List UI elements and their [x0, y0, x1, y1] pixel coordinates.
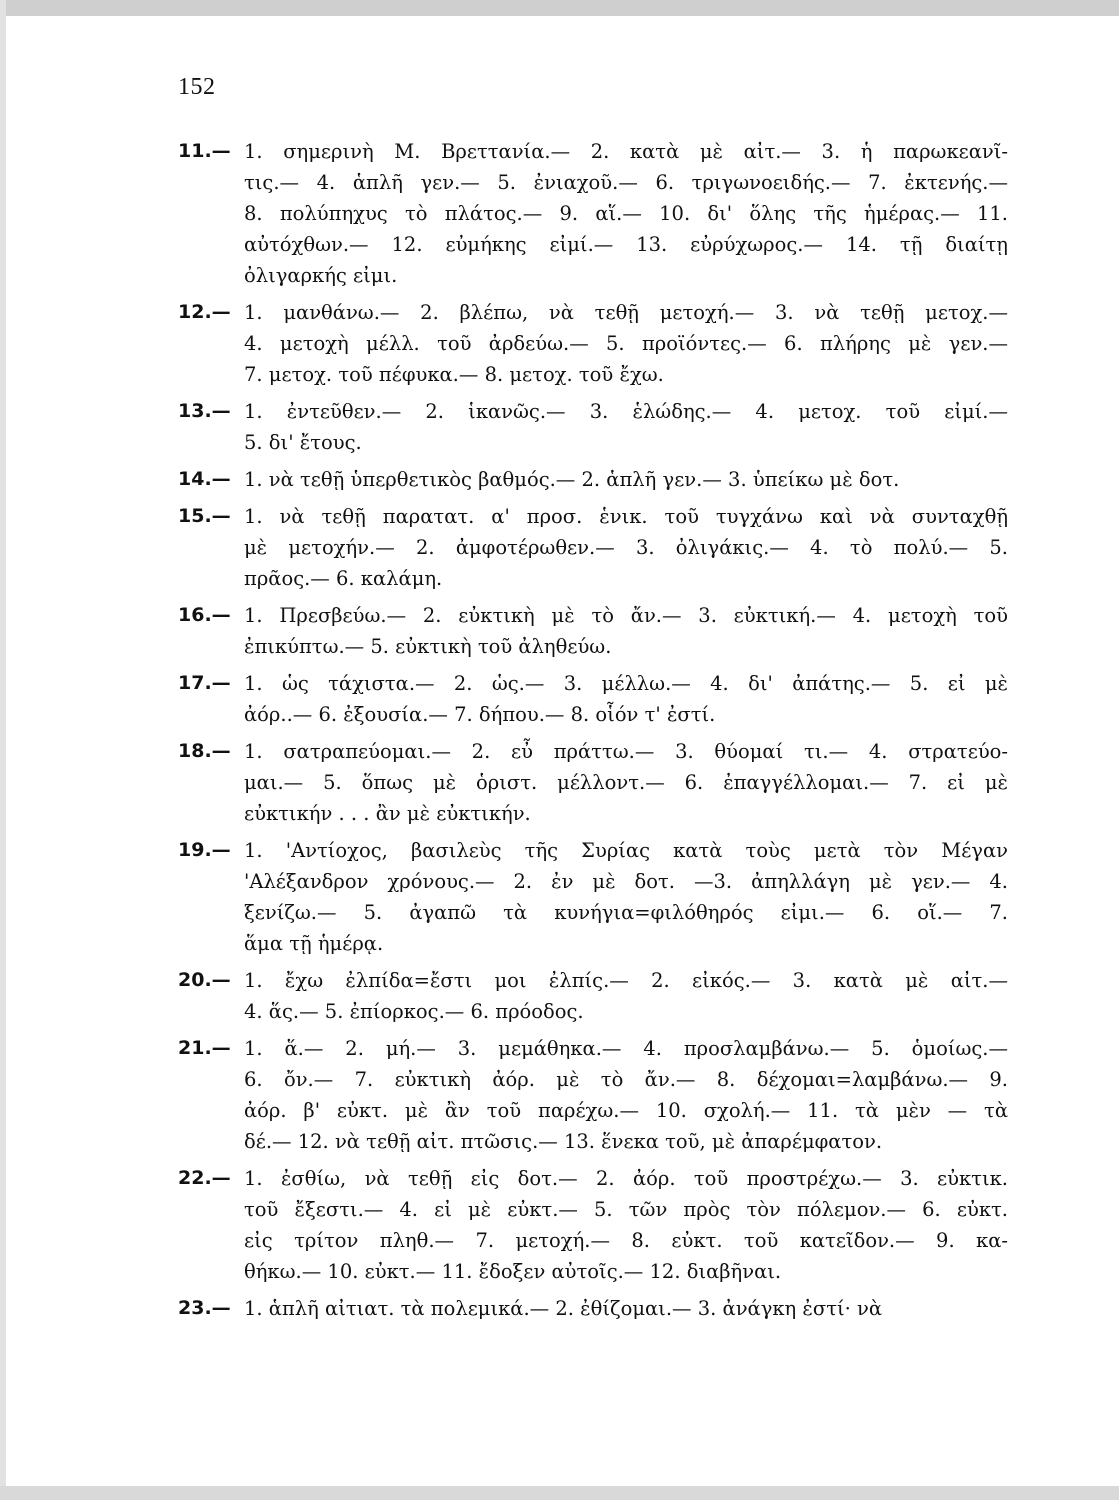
entry-number: 11.— — [178, 140, 231, 162]
entry — [178, 1163, 1008, 1287]
entry-line: εἰς τρίτον πληθ.— 7. μετοχή.— 8. εὐκτ. τοῦ κατεῖδον.— 9. κα- — [244, 1229, 1008, 1252]
entry-line: ἐπικύπτω.— 5. εὐκτικὴ τοῦ ἀληθεύω. — [244, 635, 612, 658]
entry-line: 4. ἅς.— 5. ἐπίορκος.— 6. πρόοδος. — [244, 1000, 584, 1023]
entry-line: ἀόρ. β' εὐκτ. μὲ ἂν τοῦ παρέχω.— 10. σχολή.— 11. τὰ μὲν — τὰ — [244, 1099, 1008, 1122]
entry — [178, 600, 1008, 662]
entry-line: 7. μετοχ. τοῦ πέφυκα.— 8. μετοχ. τοῦ ἔχω. — [244, 363, 664, 386]
entry-line: 6. ὄν.— 7. εὐκτικὴ ἀόρ. μὲ τὸ ἄν.— 8. δέχομαι=λαμβάνω.— 9. — [244, 1068, 1008, 1091]
entry — [178, 501, 1008, 594]
entry-number: 16.— — [178, 604, 231, 626]
entry-line: 1. ἐσθίω, νὰ τεθῇ εἰς δοτ.— 2. ἀόρ. τοῦ προστρέχω.— 3. εὐκτικ. — [244, 1167, 1008, 1190]
entry — [178, 1033, 1008, 1157]
entry-line: αὐτόχθων.— 12. εὐμήκης εἰμί.— 13. εὐρύχωρος.— 14. τῇ διαίτῃ — [244, 233, 1008, 256]
page-number: 152 — [178, 74, 216, 100]
entry-line: ἅμα τῇ ἡμέρᾳ. — [244, 932, 384, 955]
entry-line: 1. μανθάνω.— 2. βλέπω, νὰ τεθῇ μετοχή.— 3. νὰ τεθῇ μετοχ.— — [244, 301, 1008, 324]
entry-line: ὀλιγαρκής εἰμι. — [244, 264, 398, 287]
entry-line: 1. ἔχω ἐλπίδα=ἔστι μοι ἐλπίς.— 2. εἰκός.— 3. κατὰ μὲ αἰτ.— — [244, 969, 1008, 992]
entry-number: 15.— — [178, 505, 231, 527]
entry — [178, 965, 1008, 1027]
entry — [178, 396, 1008, 458]
entry-line: 1. σατραπεύομαι.— 2. εὖ πράττω.— 3. θύομαί τι.— 4. στρατεύο- — [244, 740, 1008, 763]
entry-line: τοῦ ἔξεστι.— 4. εἰ μὲ εὐκτ.— 5. τῶν πρὸς τὸν πόλεμον.— 6. εὐκτ. — [244, 1198, 1008, 1221]
entry-line: 1. νὰ τεθῇ ὑπερθετικὸς βαθμός.— 2. ἁπλῆ γεν.— 3. ὑπείκω μὲ δοτ. — [244, 468, 900, 491]
entry-line: 1. σημερινὴ Μ. Βρεττανία.— 2. κατὰ μὲ αἰτ.— 3. ἡ παρωκεανῖ- — [244, 140, 1008, 163]
entry-line: 4. μετοχὴ μέλλ. τοῦ ἀρδεύω.— 5. προϊόντες.— 6. πλήρης μὲ γεν.— — [244, 332, 1008, 355]
entry-line: 1. ἐντεῦθεν.— 2. ἱκανῶς.— 3. ἑλώδης.— 4. μετοχ. τοῦ εἰμί.— — [244, 400, 1008, 423]
entry-line: 1. νὰ τεθῇ παρατατ. α' προσ. ἑνικ. τοῦ τυγχάνω καὶ νὰ συνταχθῇ — [244, 505, 1008, 528]
entry-line: ξενίζω.— 5. ἀγαπῶ τὰ κυνήγια=φιλόθηρός εἰμι.— 6. οἵ.— 7. — [244, 901, 1008, 924]
entry-number: 21.— — [178, 1037, 231, 1059]
entry-line: μαι.— 5. ὅπως μὲ ὁριστ. μέλλοντ.— 6. ἐπαγγέλλομαι.— 7. εἰ μὲ — [244, 771, 1008, 794]
entry-line: 5. δι' ἔτους. — [244, 431, 362, 454]
entry-line: δέ.— 12. νὰ τεθῇ αἰτ. πτῶσις.— 13. ἕνεκα τοῦ, μὲ ἀπαρέμφατον. — [244, 1130, 883, 1153]
entry-number: 18.— — [178, 740, 231, 762]
entry-line: 1. ἅ.— 2. μή.— 3. μεμάθηκα.— 4. προσλαμβάνω.— 5. ὁμοίως.— — [244, 1037, 1008, 1060]
entry-number: 22.— — [178, 1167, 231, 1189]
entry-number: 17.— — [178, 672, 231, 694]
page-edge-left — [0, 0, 6, 1500]
page-edge-bottom — [0, 1486, 1119, 1500]
entry-line: 1. Πρεσβεύω.— 2. εὐκτικὴ μὲ τὸ ἄν.— 3. εὐκτική.— 4. μετοχὴ τοῦ — [244, 604, 1008, 627]
entry — [178, 736, 1008, 829]
entry-number: 13.— — [178, 400, 231, 422]
entry-number: 20.— — [178, 969, 231, 991]
entry — [178, 136, 1008, 291]
entry-number: 19.— — [178, 839, 231, 861]
entry-number: 14.— — [178, 468, 231, 490]
entry-line: 1. ἁπλῆ αἰτιατ. τὰ πολεμικά.— 2. ἐθίζομαι.— 3. ἀνάγκη ἐστί· νὰ — [244, 1297, 883, 1320]
entry-line: θήκω.— 10. εὐκτ.— 11. ἔδοξεν αὐτοῖς.— 12. διαβῆναι. — [244, 1260, 782, 1283]
entry-line: τις.— 4. ἁπλῆ γεν.— 5. ἐνιαχοῦ.— 6. τριγωνοειδής.— 7. ἐκτενής.— — [244, 171, 1008, 194]
entry — [178, 835, 1008, 959]
entry-line: ἀόρ..— 6. ἐξουσία.— 7. δήπου.— 8. οἷόν τ' ἐστί. — [244, 703, 716, 726]
entry-line: μὲ μετοχήν.— 2. ἀμφοτέρωθεν.— 3. ὀλιγάκις.— 4. τὸ πολύ.— 5. — [244, 536, 1008, 559]
entry-line: πρᾶος.— 6. καλάμη. — [244, 567, 443, 590]
entry — [178, 464, 1008, 495]
entry — [178, 1293, 1008, 1324]
entry — [178, 668, 1008, 730]
entry-number: 23.— — [178, 1297, 231, 1319]
entry-number: 12.— — [178, 301, 231, 323]
entry-line: 'Αλέξανδρον χρόνους.— 2. ἐν μὲ δοτ. —3. ἀπηλλάγη μὲ γεν.— 4. — [244, 870, 1008, 893]
entry-line: 1. ὡς τάχιστα.— 2. ὡς.— 3. μέλλω.— 4. δι' ἀπάτης.— 5. εἰ μὲ — [244, 672, 1008, 695]
page-edge-top — [0, 0, 1119, 16]
entry-line: εὐκτικήν . . . ἂν μὲ εὐκτικήν. — [244, 802, 531, 825]
answer-key-entries — [178, 136, 1008, 1330]
entry-line: 1. 'Αντίοχος, βασιλεὺς τῆς Συρίας κατὰ τοὺς μετὰ τὸν Μέγαν — [244, 839, 1008, 862]
entry — [178, 297, 1008, 390]
entry-line: 8. πολύπηχυς τὸ πλάτος.— 9. αἵ.— 10. δι' ὅλης τῆς ἡμέρας.— 11. — [244, 202, 1008, 225]
